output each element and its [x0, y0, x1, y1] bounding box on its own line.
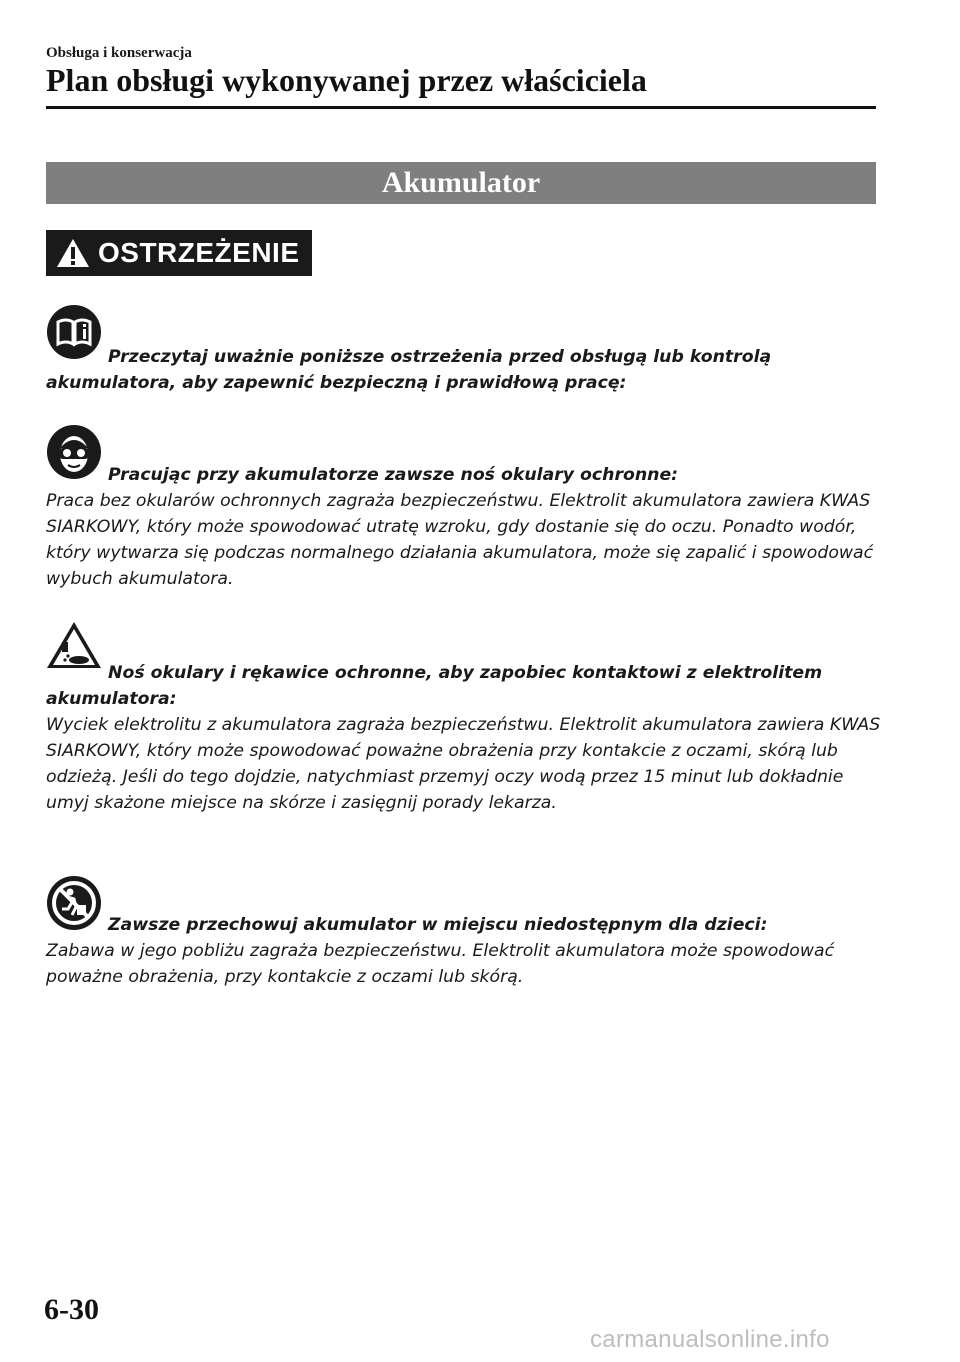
block-body: Zabawa w jego pobliżu zagraża bezpieczeństwu. Elektrolit akumulatora może spowodować poważne obrażenia, przy kontakcie z oczami lub skórą. — [46, 941, 835, 987]
title-rule — [46, 106, 876, 109]
block-body: Praca bez okularów ochronnych zagraża bezpieczeństwu. Elektrolit akumulatora zawiera KWAS SIARKOWY, który może spowodować utratę wzroku, gdy dostanie się do oczu. Ponadto wodór, który wytwarza się podczas normalnego działania akumulatora, może się zapalić i spowodować wybuch akumulatora. — [46, 491, 874, 589]
block-body: Wyciek elektrolitu z akumulatora zagraża bezpieczeństwu. Elektrolit akumulatora zawiera KWAS SIARKOWY, który może spowodować poważne obrażenia przy kontakcie z oczami, skórą lub odzieżą. Jeśli do tego dojdzie, natychmiast przemyj oczy wodą przez 15 minut lub dokładnie umyj skażone miejsce na skórze i zasięgnij porady lekarza. — [46, 715, 881, 813]
section-title-bar: Akumulator — [46, 162, 876, 204]
block-heading: Zawsze przechowuj akumulator w miejscu niedostępnym dla dzieci: — [108, 915, 768, 935]
warning-triangle-icon — [56, 238, 90, 268]
block-heading: Pracując przy akumulatorze zawsze noś okulary ochronne: — [108, 465, 679, 485]
watermark: carmanualsonline.info — [590, 1326, 830, 1353]
section-label: Obsługa i konserwacja — [46, 45, 192, 61]
page-number: 6-30 — [44, 1293, 99, 1326]
block-heading: Przeczytaj uważnie poniższe ostrzeżenia przed obsługą lub kontrolą akumulatora, aby zapewnić bezpieczną i prawidłową pracę: — [46, 347, 772, 393]
page-title: Plan obsługi wykonywanej przez właściciela — [46, 62, 647, 98]
warning-badge — [46, 230, 312, 276]
goggles-warning-paragraph — [46, 462, 886, 592]
manual-warning-paragraph — [46, 344, 886, 396]
corrosive-warning-paragraph — [46, 660, 886, 816]
warning-label: OSTRZEŻENIE — [98, 237, 300, 268]
block-heading: Noś okulary i rękawice ochronne, aby zapobiec kontaktowi z elektrolitem akumulatora: — [46, 663, 823, 709]
children-warning-paragraph — [46, 912, 886, 990]
